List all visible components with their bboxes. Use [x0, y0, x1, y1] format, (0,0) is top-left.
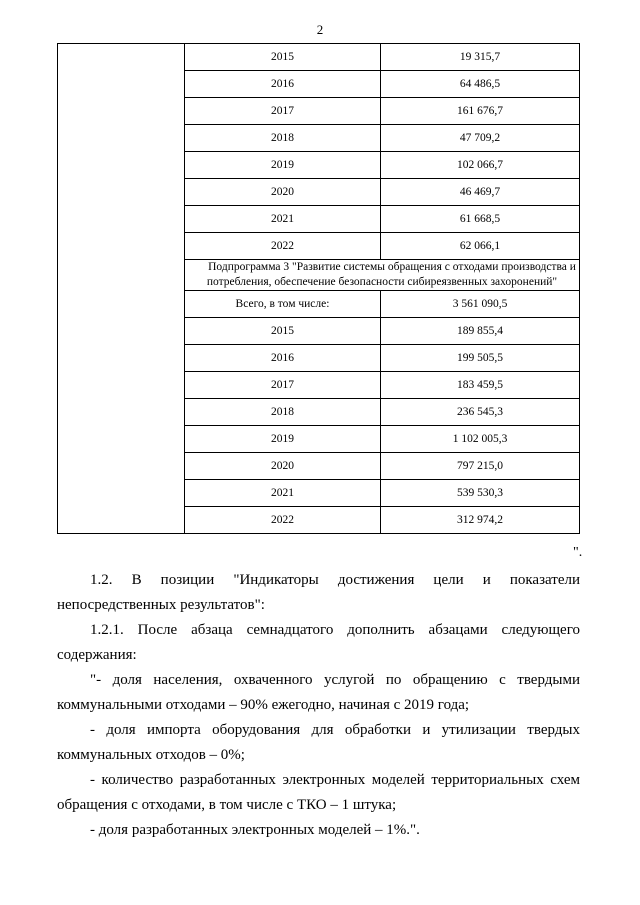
year-cell: 2020: [185, 179, 381, 206]
value-cell: 102 066,7: [381, 152, 580, 179]
value-cell: 64 486,5: [381, 71, 580, 98]
paragraph-indicator-population: "- доля населения, охваченного услугой по обращению с твердыми коммунальными отходами – 90% ежегодно, начиная с 2019 года;: [57, 672, 580, 713]
closing-quote: ".: [573, 545, 583, 560]
empty-left-column: [58, 44, 185, 534]
year-cell: 2019: [185, 152, 381, 179]
value-cell: 1 102 005,3: [381, 426, 580, 453]
value-cell: 797 215,0: [381, 453, 580, 480]
total-label: Всего, в том числе:: [185, 291, 381, 318]
year-cell: 2018: [185, 399, 381, 426]
value-cell: 62 066,1: [381, 233, 580, 260]
value-cell: 61 668,5: [381, 206, 580, 233]
value-cell: 189 855,4: [381, 318, 580, 345]
year-cell: 2021: [185, 480, 381, 507]
funding-table-body: [58, 44, 580, 534]
table-row: [58, 44, 580, 71]
year-cell: 2021: [185, 206, 381, 233]
page-number: 2: [316, 22, 324, 37]
value-cell: 19 315,7: [381, 44, 580, 71]
paragraph-1-2-1: 1.2.1. После абзаца семнадцатого дополнить абзацами следующего содержания:: [57, 622, 580, 663]
value-cell: 161 676,7: [381, 98, 580, 125]
year-cell: 2022: [185, 507, 381, 534]
value-cell: 47 709,2: [381, 125, 580, 152]
value-cell: 312 974,2: [381, 507, 580, 534]
paragraph-indicator-import: - доля импорта оборудования для обработки и утилизации твердых коммунальных отходов – 0%;: [57, 722, 580, 763]
paragraph-1-2: 1.2. В позиции "Индикаторы достижения цели и показатели непосредственных результатов":: [57, 572, 580, 613]
value-cell: 199 505,5: [381, 345, 580, 372]
subprogram-heading-cell: [185, 260, 580, 291]
value-cell: 183 459,5: [381, 372, 580, 399]
value-cell: 46 469,7: [381, 179, 580, 206]
value-cell: 236 545,3: [381, 399, 580, 426]
paragraph-indicator-models-count: - количество разработанных электронных моделей территориальных схем обращения с отходами, в том числе с ТКО – 1 штука;: [57, 772, 580, 813]
year-cell: 2018: [185, 125, 381, 152]
year-cell: 2016: [185, 71, 381, 98]
year-cell: 2020: [185, 453, 381, 480]
total-value: 3 561 090,5: [381, 291, 580, 318]
year-cell: 2017: [185, 372, 381, 399]
year-cell: 2015: [185, 44, 381, 71]
year-cell: 2022: [185, 233, 381, 260]
year-cell: 2015: [185, 318, 381, 345]
value-cell: 539 530,3: [381, 480, 580, 507]
paragraph-indicator-models-share: - доля разработанных электронных моделей – 1%.".: [90, 822, 420, 838]
year-cell: 2016: [185, 345, 381, 372]
subprogram-heading: Подпрограмма 3 "Развитие системы обращения с отходами производства и потребления, обеспечение безопасности сибиреязвенных захоронений": [206, 261, 576, 288]
year-cell: 2019: [185, 426, 381, 453]
year-cell: 2017: [185, 98, 381, 125]
funding-table: [57, 43, 580, 534]
